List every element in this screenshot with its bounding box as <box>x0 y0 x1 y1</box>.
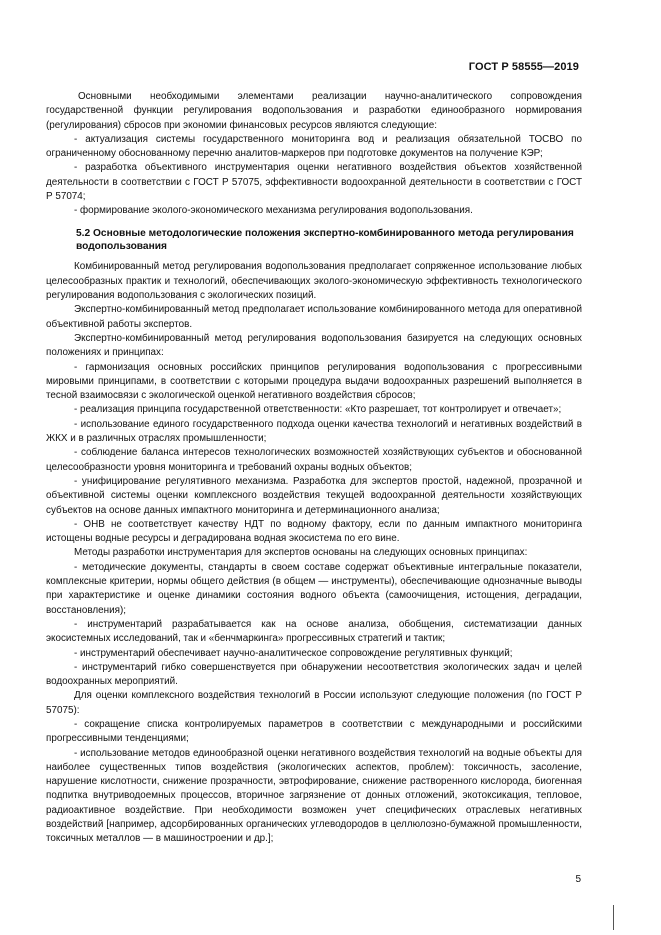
list-item: - соблюдение баланса интересов технологических возможностей хозяйствующих субъектов и обоснованной целесообразности уровня мониторинга и требований охраны водных объектов; <box>46 447 582 473</box>
list-item: - использование единого государственного подхода оценки качества технологий и негативных воздействий в ЖКХ и в различных отраслях промышленности; <box>46 418 582 445</box>
list-item: - формирование эколого-экономического механизма регулирования водопользования. <box>74 205 473 217</box>
paragraph: Экспертно-комбинированный метод регулирования водопользования базируется на следующих основных положениях и принципах: <box>46 332 582 359</box>
list-item: - инструментарий обеспечивает научно-аналитическое сопровождение регулятивных функций; <box>74 647 513 659</box>
page-content <box>46 90 582 847</box>
section-heading: 5.2 Основные методологические положения экспертно-комбинированного метода регулирования водопользования <box>76 227 574 253</box>
list-item: - реализация принципа государственной ответственности: «Кто разрешает, тот контролирует и отвечает»; <box>74 404 562 416</box>
list-item: - гармонизация основных российских принципов регулирования водопользования с прогрессивными мировыми принципами, в соответствии с которыми процедура выдачи водоохранных разрешений выполняется в тесной взаимосвязи с экологической оценкой негативного воздействия сбросов; <box>46 361 582 402</box>
paragraph: Для оценки комплексного воздействия технологий в России используют следующие положения (по ГОСТ Р 57075): <box>46 690 582 716</box>
list-item: - инструментарий разрабатывается как на основе анализа, обобщения, систематизации данных экосистемных исследований, так и «бенчмаркинга» прогрессивных стратегий и тактик; <box>46 618 582 645</box>
list-item: - разработка объективного инструментария оценки негативного воздействия объектов хозяйственной деятельности в соответствии с ГОСТ Р 57075, эффективности водоохранной деятельности в соответствии с ГОСТ Р 57074; <box>46 162 582 203</box>
list-item: - инструментарий гибко совершенствуется при обнаружении несоответствия экологических задач и целей водоохранных мероприятий. <box>46 661 582 688</box>
page-edge-mark <box>611 905 614 930</box>
list-item: - актуализация системы государственного мониторинга вод и реализация обязательной ТОСВО по ограниченному обоснованному перечню аналитов-маркеров при подготовке документов на получение КЭР; <box>46 133 582 160</box>
paragraph: Экспертно-комбинированный метод предполагает использование комбинированного метода для оперативной объективной работы экспертов. <box>46 304 582 330</box>
paragraph: Методы разработки инструментария для экспертов основаны на следующих основных принципах: <box>74 547 528 559</box>
document-header: ГОСТ Р 58555—2019 <box>468 61 579 73</box>
page-number: 5 <box>575 874 581 885</box>
paragraph: Основными необходимыми элементами реализации научно-аналитического сопровождения государственной функции регулирования водопользования и разработки единообразного нормирования (регулирования) сбросов при экономии финансовых ресурсов являются следующие: <box>46 91 582 131</box>
list-item: - методические документы, стандарты в своем составе содержат объективные интегральные показатели, комплексные критерии, нормы общего действия (в общем — инструменты), обеспечивающие однозначные выводы при характеристике и оценке динамики состояния водного объекта (самоочищения, истощения, деградации, восстановления); <box>46 561 582 616</box>
list-item: - сокращение списка контролируемых параметров в соответствии с международными и российскими прогрессивными тенденциями; <box>46 718 582 745</box>
list-item: - ОНВ не соответствует качеству НДТ по водному фактору, если по данным импактного мониторинга истощены водные ресурсы и деградирована водная экосистема по его вине. <box>46 518 582 545</box>
paragraph: Комбинированный метод регулирования водопользования предполагает сопряженное использование любых целесообразных практик и технологий, обеспечивающих эколого-экономическую эффективность технологического регулирования водопользования с экологических позиций. <box>46 261 582 302</box>
list-item: - использование методов единообразной оценки негативного воздействия технологий на водные объекты для наиболее существенных типов воздействия (экологических аспектов, проблем): токсичность, засоление, нарушение кислотности, снижение прозрачности, эвтрофирование, снижение растворенного кислорода, биогенная подпитка внутриводоемных процессов, вторичное загрязнение от донных отложений, экотоксикация, тепловое, радиоактивное воздействие. При необходимости возможен учет специфических отраслевых негативных воздействий [например, адсорбированных органических углеводородов в целлюлозно-бумажной промышленности, токсичных металлов — в машиностроении и др.]; <box>46 747 582 845</box>
list-item: - унифицирование регулятивного механизма. Разработка для экспертов простой, надежной, прозрачной и объективной системы оценки комплексного воздействия текущей водоохранной деятельности хозяйствующих субъектов на основе данных импактного мониторинга и детерминационного анализа; <box>46 475 582 516</box>
